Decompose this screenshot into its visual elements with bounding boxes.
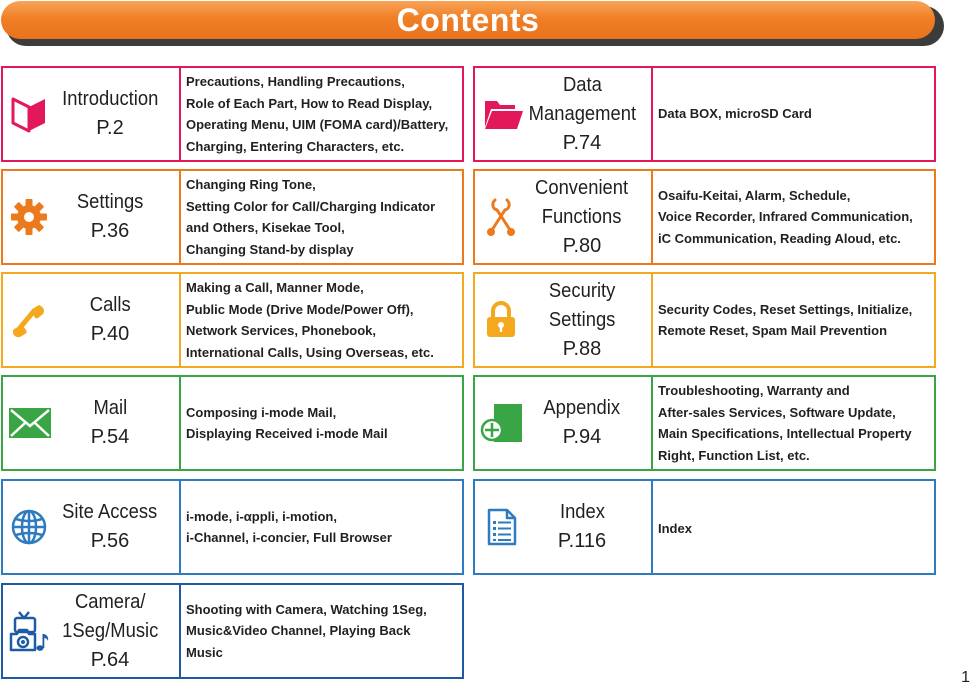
toc-row-mail[interactable] <box>1 375 464 471</box>
toc-row-calls[interactable] <box>1 272 464 368</box>
section-page[interactable]: P.36 <box>90 220 130 242</box>
section-page[interactable]: P.116 <box>557 530 607 552</box>
toc-row-introduction[interactable] <box>1 66 464 162</box>
page-title: Contents <box>396 1 540 38</box>
toc-row-convenient-functions[interactable] <box>473 169 936 265</box>
section-description: Shooting with Camera, Watching 1Seg, Music&Video Channel, Playing Back Music <box>186 601 427 660</box>
toc-row-security-settings[interactable] <box>473 272 936 368</box>
toc-row-index[interactable] <box>473 479 936 575</box>
toc-label-cell <box>475 274 653 366</box>
section-description: i-mode, i-αppli, i-motion, i-Channel, i-concier, Full Browser <box>186 508 392 545</box>
toc-label-cell <box>475 481 653 573</box>
section-page[interactable]: P.64 <box>90 648 130 671</box>
section-description: Index <box>658 521 692 536</box>
toc-label-cell <box>475 377 653 469</box>
section-page[interactable]: P.88 <box>562 337 602 360</box>
toc-label-cell <box>3 171 181 263</box>
section-description: Security Codes, Reset Settings, Initialize, Remote Reset, Spam Mail Prevention <box>658 301 913 338</box>
section-name: Security Settings <box>548 279 616 331</box>
page-number: 1 <box>961 669 970 686</box>
section-name: Mail <box>93 397 127 419</box>
section-page[interactable]: P.94 <box>562 426 602 448</box>
section-description: Troubleshooting, Warranty and After-sales Services, Software Update, Main Specifications, Intellectual Property Right, Function List, etc. <box>658 383 912 463</box>
section-name: Appendix <box>543 397 621 419</box>
section-name: Site Access <box>62 501 158 523</box>
phone-handset-icon <box>9 299 49 341</box>
section-name: Index <box>559 501 605 523</box>
section-description: Osaifu-Keitai, Alarm, Schedule, Voice Recorder, Infrared Communication, iC Communication, Reading Aloud, etc. <box>658 187 913 246</box>
toc-label-cell <box>475 68 653 160</box>
toc-row-data-management[interactable] <box>473 66 936 162</box>
gear-icon <box>9 196 49 238</box>
section-name: Introduction <box>61 88 159 110</box>
toc-label-cell <box>3 68 181 160</box>
section-page[interactable]: P.80 <box>562 234 602 257</box>
section-page[interactable]: P.40 <box>90 323 130 345</box>
bookmark-icon <box>9 93 49 135</box>
toc-row-camera-1seg-music[interactable] <box>1 583 464 679</box>
section-name: Calls <box>89 294 131 316</box>
section-page[interactable]: P.56 <box>90 530 130 552</box>
toc-label-cell <box>3 377 181 469</box>
list-document-icon <box>481 506 521 548</box>
section-name: Settings <box>76 191 144 213</box>
section-page[interactable]: P.74 <box>562 131 602 154</box>
section-description: Composing i-mode Mail, Displaying Received i-mode Mail <box>186 404 388 441</box>
toc-label-cell <box>475 171 653 263</box>
toc-label-cell <box>3 274 181 366</box>
padlock-icon <box>481 299 521 341</box>
section-name: Data Management <box>528 73 636 125</box>
toc-row-settings[interactable] <box>1 169 464 265</box>
contents-banner <box>1 1 935 39</box>
section-name: Camera/ 1Seg/Music <box>61 590 159 642</box>
toc-label-cell <box>3 585 181 677</box>
section-description: Data BOX, microSD Card <box>658 106 812 122</box>
section-description: Making a Call, Manner Mode, Public Mode (Drive Mode/Power Off), Network Services, Phonebook, International Calls, Using Overseas, etc. <box>186 280 434 360</box>
globe-icon <box>9 506 49 548</box>
section-description: Precautions, Handling Precautions, Role of Each Part, How to Read Display, Operating Menu, UIM (FOMA card)/Battery, Charging, Entering Characters, etc. <box>186 74 449 154</box>
section-description: Changing Ring Tone, Setting Color for Call/Charging Indicator and Others, Kisekae Tool, Changing Stand-by display <box>186 177 436 257</box>
toc-row-site-access[interactable] <box>1 479 464 575</box>
section-name: Convenient Functions <box>535 176 629 228</box>
section-page[interactable]: P.2 <box>96 117 124 139</box>
tools-icon <box>481 196 521 238</box>
section-page[interactable]: P.54 <box>90 426 130 448</box>
toc-label-cell <box>3 481 181 573</box>
toc-row-appendix[interactable] <box>473 375 936 471</box>
